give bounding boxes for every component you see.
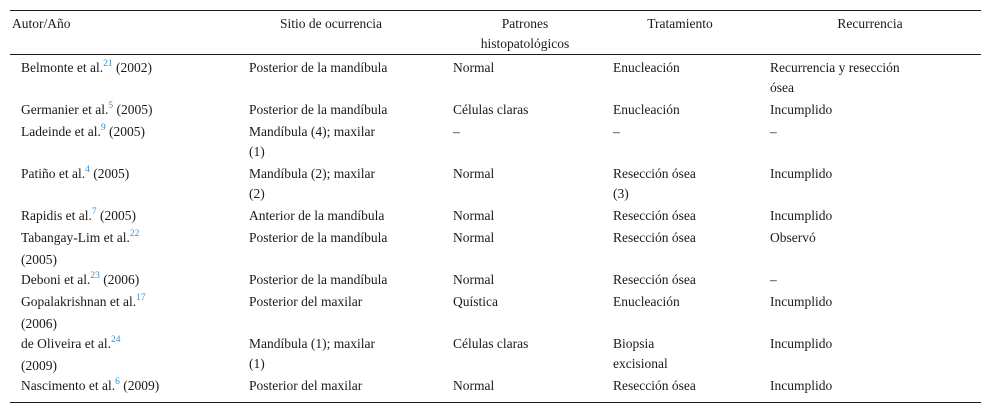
header-pattern-line2: histopatológicos <box>480 36 570 51</box>
cell-site <box>249 122 429 162</box>
cell-treatment <box>613 164 763 204</box>
header-treatment: Tratamiento <box>647 16 713 31</box>
author-year: (2006) <box>21 316 57 331</box>
cell-treatment <box>613 334 763 374</box>
cell-recurrence <box>770 334 950 354</box>
cell-recurrence <box>770 164 950 184</box>
cell-site <box>249 270 429 290</box>
author-name: Deboni et al. <box>21 272 91 287</box>
author-year: (2005) <box>93 166 130 181</box>
cell-pattern: Normal <box>453 378 495 393</box>
cell-treatment-line: – <box>613 124 620 139</box>
cell-recurrence-line: ósea <box>770 80 794 95</box>
cell-recurrence <box>770 100 950 120</box>
cell-treatment-line: Resección ósea <box>613 378 696 393</box>
cell-pattern: Normal <box>453 272 495 287</box>
reference-link[interactable]: 22 <box>129 229 140 239</box>
cell-site-line: (2) <box>249 186 265 201</box>
cell-treatment <box>613 100 763 120</box>
cell-author <box>21 122 241 144</box>
cell-recurrence-line: – <box>770 124 777 139</box>
author-year: (2005) <box>108 124 145 139</box>
author-year: (2002) <box>115 60 152 75</box>
cell-site-line: Mandíbula (2); maxilar <box>249 166 375 181</box>
cell-site-line: (1) <box>249 356 265 371</box>
cell-site-line: Posterior de la mandíbula <box>249 272 388 287</box>
cell-site-line: Mandíbula (1); maxilar <box>249 336 375 351</box>
author-name: Nascimento et al. <box>21 378 116 393</box>
cell-site-line: Posterior del maxilar <box>249 378 363 393</box>
cell-pattern: Normal <box>453 208 495 223</box>
cell-treatment-line: Enucleación <box>613 102 680 117</box>
cell-author <box>21 292 241 334</box>
cell-site-line: Posterior de la mandíbula <box>249 230 388 245</box>
cell-treatment-line: Resección ósea <box>613 230 696 245</box>
cell-recurrence-line: – <box>770 272 777 287</box>
cell-treatment-line: Enucleación <box>613 60 680 75</box>
header-site: Sitio de ocurrencia <box>280 16 382 31</box>
cell-recurrence <box>770 270 950 290</box>
cell-author <box>21 228 241 270</box>
cell-site <box>249 206 429 226</box>
cell-site-line: Mandíbula (4); maxilar <box>249 124 375 139</box>
cell-recurrence-line: Recurrencia y resección <box>770 60 900 75</box>
author-name: Gopalakrishnan et al. <box>21 294 137 309</box>
cell-treatment-line: (3) <box>613 186 629 201</box>
cell-pattern: Normal <box>453 166 495 181</box>
cell-pattern: – <box>453 124 460 139</box>
cell-treatment <box>613 270 763 290</box>
author-year: (2006) <box>103 272 140 287</box>
cell-site <box>249 164 429 204</box>
cell-treatment-line: Biopsia <box>613 336 655 351</box>
cell-treatment-line: Enucleación <box>613 294 680 309</box>
cell-author <box>21 164 241 186</box>
author-name: Belmonte et al. <box>21 60 104 75</box>
cell-recurrence <box>770 228 950 248</box>
cell-pattern: Células claras <box>453 102 529 117</box>
cell-recurrence-line: Incumplido <box>770 336 833 351</box>
cell-site <box>249 100 429 120</box>
cell-site-line: Anterior de la mandíbula <box>249 208 385 223</box>
cell-treatment-line: Resección ósea <box>613 166 696 181</box>
cell-treatment <box>613 228 763 248</box>
table-header-rule <box>10 54 981 55</box>
reference-link[interactable]: 5 <box>108 101 114 111</box>
reference-link[interactable]: 23 <box>90 271 100 281</box>
header-pattern <box>450 14 600 54</box>
author-year: (2005) <box>116 102 153 117</box>
author-year: (2005) <box>100 208 136 223</box>
cell-recurrence-line: Observó <box>770 230 816 245</box>
table-bottom-rule <box>10 402 981 403</box>
cell-treatment <box>613 58 763 78</box>
cell-author <box>21 334 241 376</box>
reference-link[interactable]: 24 <box>110 335 121 345</box>
cell-recurrence-line: Incumplido <box>770 166 833 181</box>
cell-treatment <box>613 292 763 312</box>
cell-author <box>21 376 241 398</box>
reference-link[interactable]: 4 <box>85 165 90 175</box>
cell-recurrence-line: Incumplido <box>770 294 833 309</box>
reference-link[interactable]: 7 <box>91 207 97 217</box>
cell-site <box>249 292 429 312</box>
header-recurrence: Recurrencia <box>837 16 903 31</box>
author-year: (2005) <box>21 252 57 267</box>
cell-treatment <box>613 122 763 142</box>
cell-author <box>21 100 241 122</box>
cell-recurrence <box>770 206 950 226</box>
author-name: de Oliveira et al. <box>21 336 111 351</box>
reference-link[interactable]: 17 <box>136 293 146 303</box>
cell-recurrence <box>770 376 950 396</box>
reference-link[interactable]: 9 <box>100 123 106 133</box>
cell-pattern: Quística <box>453 294 498 309</box>
cell-recurrence-line: Incumplido <box>770 378 833 393</box>
reference-link[interactable]: 6 <box>115 377 120 387</box>
cell-author <box>21 270 241 292</box>
header-author: Autor/Año <box>12 16 71 31</box>
cell-site <box>249 334 429 374</box>
cell-recurrence-line: Incumplido <box>770 102 833 117</box>
cell-site-line: (1) <box>249 144 265 159</box>
cell-pattern: Normal <box>453 60 495 75</box>
cell-treatment <box>613 376 763 396</box>
reference-link[interactable]: 21 <box>103 59 113 69</box>
author-name: Patiño et al. <box>21 166 86 181</box>
cell-pattern: Células claras <box>453 336 529 351</box>
cell-site <box>249 376 429 396</box>
author-name: Germanier et al. <box>21 102 109 117</box>
cell-site-line: Posterior de la mandíbula <box>249 102 388 117</box>
cell-treatment-line: Resección ósea <box>613 272 696 287</box>
cell-pattern: Normal <box>453 230 495 245</box>
cell-site-line: Posterior del maxilar <box>249 294 363 309</box>
cell-treatment-line: Resección ósea <box>613 208 696 223</box>
cell-site <box>249 228 429 248</box>
header-pattern-line1: Patrones <box>501 16 549 31</box>
cell-recurrence <box>770 292 950 312</box>
cell-site <box>249 58 429 78</box>
author-year: (2009) <box>21 358 57 373</box>
author-name: Rapidis et al. <box>21 208 92 223</box>
cell-site-line: Posterior de la mandíbula <box>249 60 388 75</box>
cell-recurrence <box>770 122 950 142</box>
cell-treatment <box>613 206 763 226</box>
cell-treatment-line: excisional <box>613 356 668 371</box>
cell-recurrence-line: Incumplido <box>770 208 833 223</box>
author-year: (2009) <box>123 378 160 393</box>
cell-recurrence <box>770 58 950 98</box>
cell-author <box>21 58 241 80</box>
cell-author <box>21 206 241 228</box>
table-top-rule <box>10 10 981 11</box>
author-name: Tabangay-Lim et al. <box>21 230 130 245</box>
author-name: Ladeinde et al. <box>21 124 101 139</box>
